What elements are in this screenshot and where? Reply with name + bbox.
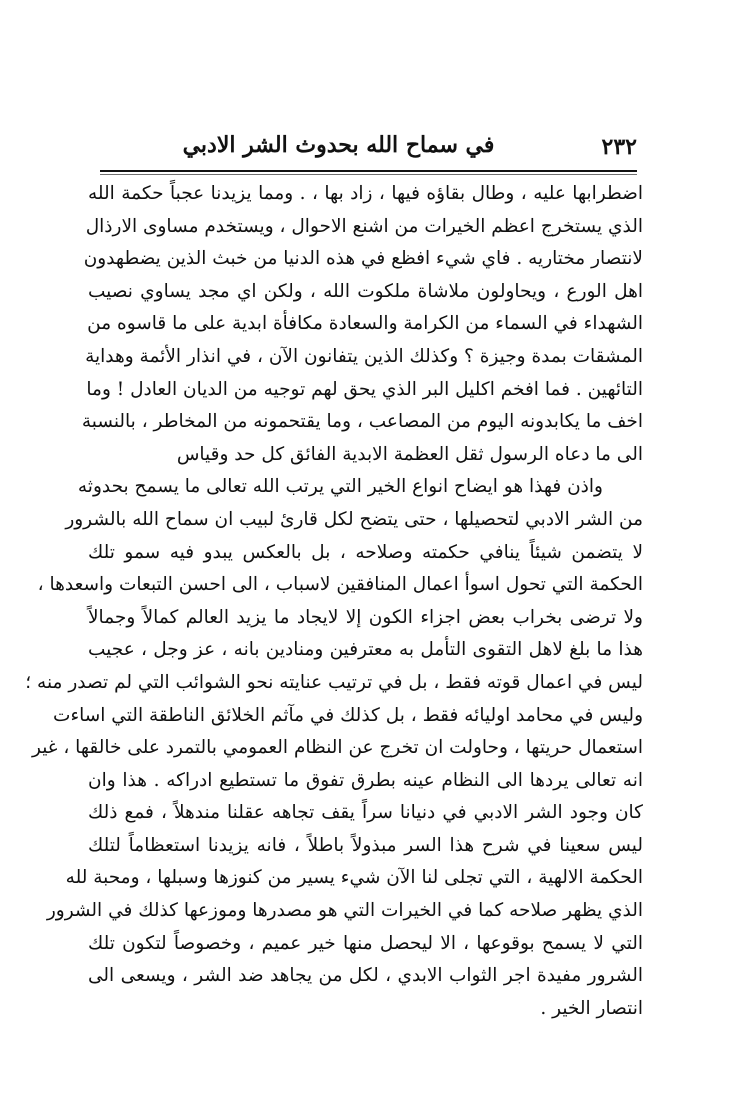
header-rule-thin (100, 174, 637, 175)
running-title: في سماح الله بحدوث الشر الادبي (182, 132, 495, 158)
text-line: انه تعالى يردها الى النظام عينه بطرق تفوق ما تستطيع ادراكه . هذا وان (88, 769, 643, 791)
text-line: استعمال حريتها ، وحاولت ان تخرج عن النظام العمومي بالتمرد على خالقها ، غير (31, 737, 643, 759)
text-line: الى ما دعاه الرسول ثقل العظمة الابدية الفائق كل حد وقياس (176, 443, 643, 465)
text-line: اضطرابها عليه ، وطال بقاؤه فيها ، زاد بها ، . ومما يزيدنا عجباً حكمة الله (88, 183, 643, 204)
text-line: ليس سعينا في شرح هذا السر مبذولاً باطلاً ، فانه يزيدنا استعظاماً لتلك (88, 834, 643, 856)
text-line: الذي يظهر صلاحه كما في الخيرات التي هو مصدرها وموزعها كذلك في الشرور (46, 900, 643, 922)
text-line: الذي يستخرج اعظم الخيرات من اشنع الاحوال ، ويستخدم مساوى الارذال (85, 215, 643, 237)
text-line: وليس في محامد اوليائه فقط ، بل كذلك في مآثم الخلائق الناطقة التي اساءت (53, 704, 643, 726)
text-line: هذا ما بلغ لاهل التقوى التأمل به معترفين ومنادين بانه ، عز وجل ، عجيب (88, 639, 643, 661)
text-line: من الشر الادبي لتحصيلها ، حتى يتضح لكل قارئ لبيب ان سماح الله بالشرور (65, 508, 643, 530)
page-number: ٢٣٢ (601, 134, 637, 160)
text-line: انتصار الخير . (540, 997, 643, 1019)
text-line: اخف ما يكابدونه اليوم من المصاعب ، وما يقتحمونه من المخاطر ، بالنسبة (81, 411, 643, 433)
text-line: التي لا يسمح بوقوعها ، الا ليحصل منها خير عميم ، وخصوصاً لتكون تلك (88, 932, 643, 954)
text-line: الحكمة التي تحول اسوأ اعمال المنافقين لاسباب ، الى احسن التبعات واسعدها ، (37, 574, 643, 596)
text-line: كان وجود الشر الادبي في دنيانا سراً يقف تجاهه عقلنا مندهلاً ، فمع ذلك (88, 802, 643, 824)
text-line: ليس في اعمال قوته فقط ، بل في ترتيب عنايته نحو الشوائب التي لم تصدر منه ؛ (25, 671, 643, 693)
text-line: ولا ترضى بخراب بعض اجزاء الكون إلا لايجاد ما يزيد العالم كمالاً وجمالاً (88, 606, 643, 628)
text-line: المشقات بمدة وجيزة ؟ وكذلك الذين يتفانون الآن ، في انذار الأئمة وهداية (85, 345, 643, 367)
text-line: الشرور مفيدة اجر الثواب الابدي ، لكل من يجاهد ضد الشر ، ويسعى الى (88, 965, 643, 987)
header-rule (100, 170, 637, 172)
text-line: لانتصار مختاريه . فاي شيء افظع في هذه الدنيا من خبث الذين يضطهدون (83, 248, 643, 270)
text-line: التائهين . فما افخم اكليل البر الذي يحق لهم توجيه من الديان العادل ! وما (86, 378, 643, 400)
page-header (100, 128, 637, 168)
text-line: اهل الورع ، ويحاولون ملاشاة ملكوت الله ، ولكن اي مجد يساوي نصيب (88, 280, 643, 302)
body-text (25, 178, 643, 1025)
text-line: واذن فهذا هو ايضاح انواع الخير التي يرتب الله تعالى ما يسمح بحدوثه (77, 476, 603, 498)
text-line: الحكمة الالهية ، التي تجلى لنا الآن شيء يسير من كنوزها وسبلها ، ومحبة لله (65, 867, 643, 889)
text-line: لا يتضمن شيئاً ينافي حكمته وصلاحه ، بل بالعكس يبدو فيه سمو تلك (88, 541, 643, 563)
text-line: الشهداء في السماء من الكرامة والسعادة مكافأة ابدية على ما قاسوه من (87, 313, 643, 335)
